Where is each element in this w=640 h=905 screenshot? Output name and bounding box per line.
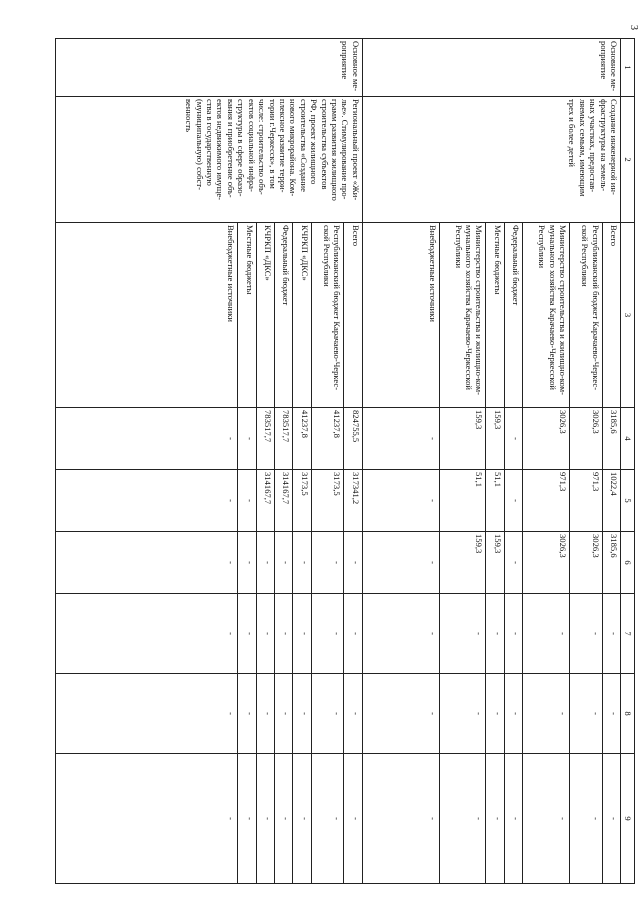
amount-total-cell: 783517,7: [275, 408, 293, 470]
amount-year-cell: -: [293, 532, 311, 594]
funding-source-cell: Федеральный бюджет: [504, 223, 522, 408]
amount-year-cell: 314167,7: [256, 470, 274, 532]
funding-source-cell: Внебюджетные источники: [362, 223, 439, 408]
amount-total-cell: -: [362, 408, 439, 470]
amount-year-cell: -: [486, 594, 504, 674]
amount-year-cell: -: [523, 754, 570, 884]
amount-year-cell: -: [311, 674, 344, 754]
amount-total-cell: 41237,8: [293, 408, 311, 470]
amount-total-cell: 824755,5: [344, 408, 362, 470]
amount-year-cell: -: [486, 674, 504, 754]
amount-year-cell: -: [344, 594, 362, 674]
funding-source-cell: Министерство строительства и жилищно-ком- мунального хозяйства Карачаево-Черкесской Республики: [523, 223, 570, 408]
amount-year-cell: -: [56, 754, 238, 884]
amount-year-cell: 159,3: [486, 532, 504, 594]
amount-year-cell: -: [486, 754, 504, 884]
amount-year-cell: 159,3: [439, 532, 486, 594]
funding-source-cell: Министерство строительства и жилищно-ком- мунального хозяйства Карачаево-Черкесской Республики: [439, 223, 486, 408]
amount-year-cell: 51,1: [486, 470, 504, 532]
funding-source-cell: Всего: [602, 223, 620, 408]
header-row: [621, 39, 635, 884]
funding-source-cell: Внебюджетные источники: [56, 223, 238, 408]
funding-source-cell: Федеральный бюджет: [275, 223, 293, 408]
amount-year-cell: -: [570, 594, 603, 674]
amount-year-cell: -: [504, 470, 522, 532]
amount-year-cell: -: [56, 594, 238, 674]
amount-year-cell: -: [293, 674, 311, 754]
amount-year-cell: 317341,2: [344, 470, 362, 532]
amount-year-cell: -: [362, 470, 439, 532]
funding-source-cell: КЧРКП «ДКС»: [293, 223, 311, 408]
funding-source-cell: КЧРКП «ДКС»: [256, 223, 274, 408]
amount-year-cell: -: [256, 532, 274, 594]
amount-year-cell: 3173,5: [293, 470, 311, 532]
funding-source-cell: Республиканский бюджет Карачаево-Черкес- ской Республики: [570, 223, 603, 408]
amount-year-cell: -: [275, 754, 293, 884]
funding-source-cell: Республиканский бюджет Карачаево-Черкес- ской Республики: [311, 223, 344, 408]
amount-total-cell: 783517,7: [256, 408, 274, 470]
amount-year-cell: -: [256, 594, 274, 674]
amount-year-cell: 971,3: [523, 470, 570, 532]
amount-total-cell: 3026,3: [570, 408, 603, 470]
program-funding-table: [55, 38, 635, 884]
header-cell: 9: [621, 754, 635, 884]
amount-year-cell: 3026,3: [570, 532, 603, 594]
amount-year-cell: -: [311, 754, 344, 884]
activity-name-cell: Создание инженерной ин- фраструктуры на земель- ных участках, предостав- ляемых семьям, имеющим трех и более детей: [362, 97, 620, 223]
amount-year-cell: 3185,6: [602, 532, 620, 594]
amount-year-cell: -: [344, 754, 362, 884]
amount-year-cell: 3026,3: [523, 532, 570, 594]
amount-year-cell: -: [504, 674, 522, 754]
amount-year-cell: -: [439, 674, 486, 754]
header-cell: 1: [621, 39, 635, 97]
amount-year-cell: -: [293, 594, 311, 674]
amount-year-cell: -: [56, 674, 238, 754]
funding-source-cell: Местные бюджеты: [238, 223, 256, 408]
amount-year-cell: -: [439, 594, 486, 674]
amount-total-cell: -: [504, 408, 522, 470]
funding-source-cell: Всего: [344, 223, 362, 408]
amount-total-cell: 41237,8: [311, 408, 344, 470]
table-body: [56, 39, 621, 884]
header-cell: 6: [621, 532, 635, 594]
activity-type-cell: Основное ме- роприятие: [362, 39, 620, 97]
table-row: [344, 39, 362, 884]
amount-year-cell: 3173,5: [311, 470, 344, 532]
amount-year-cell: -: [56, 470, 238, 532]
amount-year-cell: -: [523, 594, 570, 674]
rotated-page: [55, 38, 635, 883]
amount-year-cell: -: [504, 754, 522, 884]
page-number: 3: [628, 25, 639, 30]
header-cell: 5: [621, 470, 635, 532]
amount-year-cell: -: [602, 594, 620, 674]
amount-year-cell: -: [275, 532, 293, 594]
amount-year-cell: -: [311, 594, 344, 674]
amount-year-cell: -: [275, 594, 293, 674]
amount-year-cell: -: [256, 674, 274, 754]
amount-year-cell: -: [238, 532, 256, 594]
amount-year-cell: 51,1: [439, 470, 486, 532]
amount-year-cell: -: [344, 532, 362, 594]
activity-type-cell: Основное ме- роприятие: [56, 39, 363, 97]
header-cell: 7: [621, 594, 635, 674]
amount-year-cell: -: [439, 754, 486, 884]
amount-total-cell: 3185,6: [602, 408, 620, 470]
amount-year-cell: -: [504, 594, 522, 674]
amount-year-cell: -: [238, 470, 256, 532]
amount-year-cell: -: [238, 674, 256, 754]
amount-year-cell: -: [256, 754, 274, 884]
amount-year-cell: -: [602, 674, 620, 754]
amount-year-cell: -: [238, 754, 256, 884]
activity-name-cell: Региональный проект «Жи- лье». Стимулирование про- грамм развития жилищного строительства субъектов РФ, проект жилищного строительства «Создание нового микрорайона. Ком- плексное развитие терри- тории г.Черкесск», в том числе: строительство объ- ектов социальной инфра- структуры в сфере образо- вания и приобретение объ- ектов недвижимого имуще- ства в государственную (муниципальную) собст- венность: [56, 97, 363, 223]
amount-year-cell: -: [362, 532, 439, 594]
header-cell: 8: [621, 674, 635, 754]
amount-total-cell: -: [238, 408, 256, 470]
amount-year-cell: -: [238, 594, 256, 674]
amount-year-cell: -: [344, 674, 362, 754]
amount-total-cell: 159,3: [486, 408, 504, 470]
amount-year-cell: -: [311, 532, 344, 594]
amount-year-cell: -: [602, 754, 620, 884]
table-row: [602, 39, 620, 884]
header-cell: 4: [621, 408, 635, 470]
amount-year-cell: -: [362, 674, 439, 754]
header-cell: 3: [621, 223, 635, 408]
amount-year-cell: -: [504, 532, 522, 594]
header-cell: 2: [621, 97, 635, 223]
amount-year-cell: -: [570, 674, 603, 754]
amount-year-cell: -: [570, 754, 603, 884]
amount-year-cell: -: [362, 754, 439, 884]
amount-year-cell: -: [56, 532, 238, 594]
amount-year-cell: 314167,7: [275, 470, 293, 532]
amount-year-cell: 971,3: [570, 470, 603, 532]
amount-total-cell: 159,3: [439, 408, 486, 470]
amount-year-cell: -: [275, 674, 293, 754]
amount-total-cell: 3026,3: [523, 408, 570, 470]
funding-source-cell: Местные бюджеты: [486, 223, 504, 408]
amount-total-cell: -: [56, 408, 238, 470]
amount-year-cell: 1022,4: [602, 470, 620, 532]
amount-year-cell: -: [523, 674, 570, 754]
amount-year-cell: -: [293, 754, 311, 884]
amount-year-cell: -: [362, 594, 439, 674]
